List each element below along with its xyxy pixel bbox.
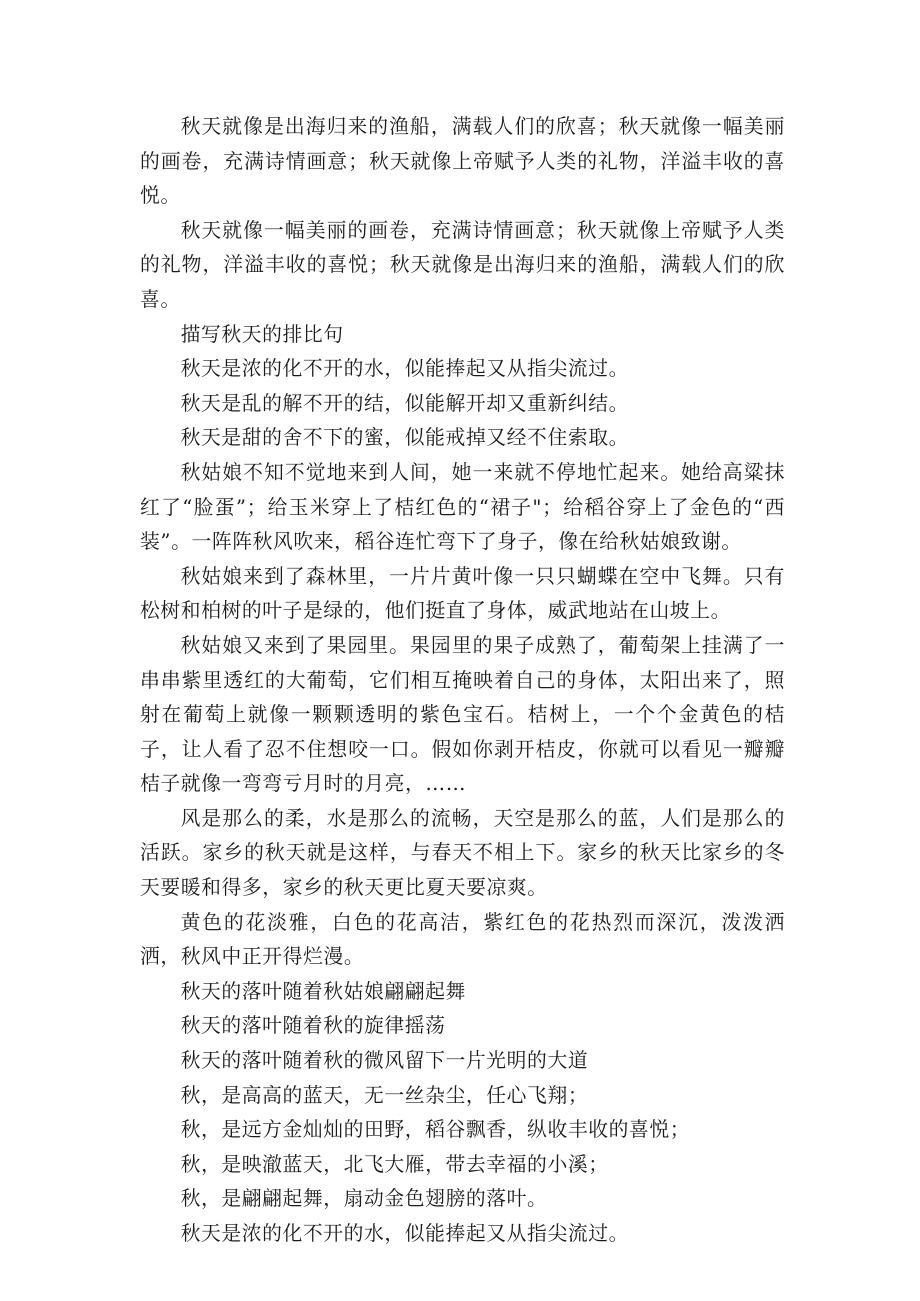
paragraph: 秋天是乱的解不开的结，似能解开却又重新纠结。: [180, 391, 629, 415]
paragraph: 秋天是甜的舍不下的蜜，似能戒掉又经不住索取。: [180, 426, 629, 450]
paragraph: 秋，是映澈蓝天，北飞大雁，带去幸福的小溪；: [180, 1152, 609, 1176]
paragraph: 秋，是高高的蓝天，无一丝杂尘，任心飞翔；: [180, 1083, 589, 1107]
paragraph: 秋，是远方金灿灿的田野，稻谷飘香，纵收丰收的喜悦；: [180, 1118, 691, 1142]
document-page: [140, 110, 785, 1252]
paragraph: 秋天的落叶随着秋的旋律摇荡: [180, 1014, 446, 1038]
paragraph: 秋姑娘又来到了果园里。果园里的果子成熟了，葡萄架上挂满了一串串紫里透红的大葡萄，它们相互掩映着自己的身体，太阳出来了，照射在葡萄上就像一颗颗透明的紫色宝石。桔树上，一个个金黄色的桔子，让人看了忍不住想咬一口。假如你剥开桔皮，你就可以看见一瓣瓣桔子就像一弯弯亏月时的月亮，……: [140, 633, 785, 796]
paragraph: 风是那么的柔，水是那么的流畅，天空是那么的蓝，人们是那么的活跃。家乡的秋天就是这样，与春天不相上下。家乡的秋天比家乡的冬天要暖和得多，家乡的秋天更比夏天要凉爽。: [140, 806, 785, 900]
paragraph: 黄色的花淡雅，白色的花高洁，紫红色的花热烈而深沉，泼泼洒洒，秋风中正开得烂漫。: [140, 910, 785, 969]
paragraph: 秋天是浓的化不开的水，似能捧起又从指尖流过。: [180, 357, 629, 381]
paragraph: 秋，是翩翩起舞，扇动金色翅膀的落叶。: [180, 1187, 548, 1211]
paragraph: 秋天就像是出海归来的渔船，满载人们的欣喜；秋天就像一幅美丽的画卷，充满诗情画意；秋天就像上帝赋予人类的礼物，洋溢丰收的喜悦。: [140, 115, 785, 208]
paragraph: 秋天的落叶随着秋姑娘翩翩起舞: [180, 979, 466, 1003]
section-heading: 描写秋天的排比句: [180, 322, 344, 346]
paragraph: 秋姑娘来到了森林里，一片片黄叶像一只只蝴蝶在空中飞舞。只有松树和柏树的叶子是绿的，他们挺直了身体，威武地站在山坡上。: [140, 564, 785, 623]
paragraph: 秋天的落叶随着秋的微风留下一片光明的大道: [180, 1049, 589, 1073]
paragraph: 秋天是浓的化不开的水，似能捧起又从指尖流过。: [180, 1222, 629, 1245]
paragraph: 秋天就像一幅美丽的画卷，充满诗情画意；秋天就像上帝赋予人类的礼物，洋溢丰收的喜悦；秋天就像是出海归来的渔船，满载人们的欣喜。: [140, 218, 785, 311]
paragraph: 秋姑娘不知不觉地来到人间，她一来就不停地忙起来。她给高粱抹红了“脸蛋”；给玉米穿上了桔红色的“裙子"；给稻谷穿上了金色的“西装”。一阵阵秋风吹来，稻谷连忙弯下了身子，像在给秋姑娘致谢。: [140, 460, 785, 554]
